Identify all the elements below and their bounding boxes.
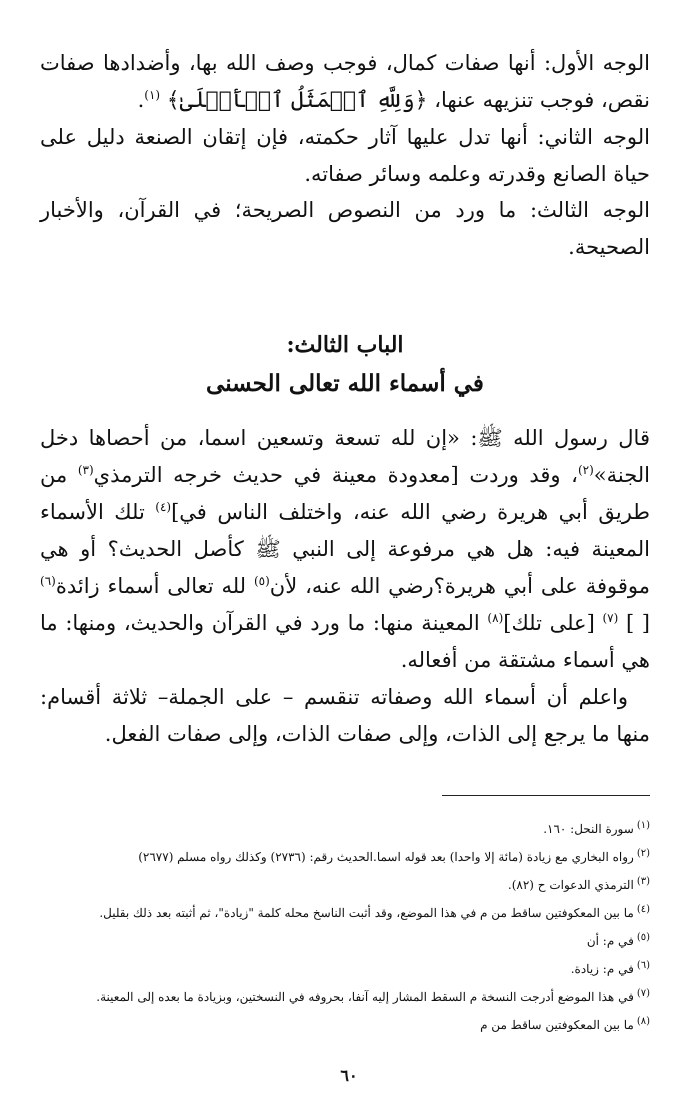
footnote-ref[interactable]: (٨) — [487, 611, 504, 625]
paragraph-hadith — [40, 420, 650, 679]
footnote-ref[interactable]: (٣) — [77, 463, 94, 477]
footnote-item — [40, 1011, 650, 1039]
footnote-ref[interactable]: (٤) — [155, 500, 172, 514]
footnote-item — [40, 955, 650, 983]
footnote-ref[interactable]: (٥) — [253, 574, 270, 588]
footnote-text: رواه البخاري مع زيادة (مائة إلا واحدا) بعد قوله اسما.الحديث رقم: (٢٧٣٦) وكذلك رواه مسلم (٢٦٧٧) — [138, 850, 634, 864]
footnote-number: (٨) — [636, 1016, 650, 1027]
footnote-divider — [442, 795, 650, 796]
quran-verse: ﴿وَلِلَّهِ ٱلۡمَثَلُ ٱلۡأَعۡلَىٰ﴾ — [166, 87, 428, 113]
footnote-item — [40, 815, 650, 843]
footnote-text: ما بين المعكوفتين ساقط من م — [480, 1018, 634, 1032]
footnote-text: في هذا الموضع أدرجت النسخة م السقط المشار إليه آنفا، بحروفه في النسختين، وبزيادة ما بعده إلى المعينة. — [96, 990, 634, 1004]
paragraph-text: [ ] — [618, 611, 650, 635]
paragraph-second-reason: الوجه الثاني: أنها تدل عليها آثار حكمته، فإن إتقان الصنعة دليل على حياة الصانع وقدرته وعلمه وسائر صفاته. — [40, 125, 650, 186]
paragraph-first-reason — [40, 45, 650, 119]
footnote-item — [40, 983, 650, 1011]
paragraph-text: ، وقد وردت [معدودة معينة في حديث خرجه الترمذي — [93, 463, 578, 487]
footnote-text: في م: زيادة. — [570, 962, 634, 976]
footnote-number: (١) — [636, 820, 650, 831]
paragraph-text: الوجه الأول: أنها صفات كمال، فوجب وصف الله بها، وأضدادها صفات نقص، فوجب تنزيهه عنها، — [40, 51, 650, 112]
footnote-number: (٣) — [636, 876, 650, 887]
footnote-ref[interactable]: (٢) — [577, 463, 594, 477]
footnote-item — [40, 871, 650, 899]
footnote-item — [40, 899, 650, 927]
page-number: ٦٠ — [340, 1066, 358, 1085]
paragraph-text: قال رسول الله ﷺ: «إن لله تسعة وتسعين اسما، من أحصاها دخل الجنة» — [40, 426, 650, 487]
footnote-text: الترمذي الدعوات ح (٨٢). — [507, 878, 634, 892]
footnotes — [40, 815, 650, 1039]
chapter-number: الباب الثالث: — [286, 332, 404, 358]
footnote-ref[interactable]: (٧) — [602, 611, 619, 625]
footnote-item — [40, 843, 650, 871]
footnote-text: ما بين المعكوفتين ساقط من م في هذا الموضع، وقد أثبت الناسخ محله كلمة "زيادة"، ثم أثبته بعد ذلك بقليل. — [99, 906, 634, 920]
paragraph-text: تلك الأسماء المعينة فيه: هل هي مرفوعة إلى النبي ﷺ كأصل الحديث؟ أو هي موقوفة على أبي هريرة؟رضي الله عنه، لأن — [40, 500, 651, 598]
footnote-ref[interactable]: (٦) — [40, 574, 56, 588]
footnote-number: (٤) — [636, 904, 650, 915]
body-text-top — [40, 45, 650, 265]
footnote-number: (٧) — [636, 988, 650, 999]
footnote-item — [40, 927, 650, 955]
footnote-number: (٦) — [636, 960, 650, 971]
paragraph-divisions: واعلم أن أسماء الله وصفاته تنقسم – على الجملة– ثلاثة أقسام: منها ما يرجع إلى الذات، وإلى صفات الذات، وإلى صفات الفعل. — [40, 685, 650, 746]
footnote-text: في م: أن — [586, 934, 634, 948]
chapter-title: في أسماء الله تعالى الحسنى — [206, 370, 484, 397]
footnote-number: (٥) — [636, 932, 650, 943]
paragraph-third-reason: الوجه الثالث: ما ورد من النصوص الصريحة؛ في القرآن، والأخبار الصحيحة. — [40, 198, 650, 259]
paragraph-text: من طريق أبي هريرة رضي الله عنه، واختلف الناس في] — [40, 463, 650, 524]
paragraph-text: . — [137, 87, 145, 112]
footnote-ref[interactable]: (١) — [144, 87, 161, 102]
paragraph-text: [على تلك] — [503, 611, 603, 635]
paragraph-text: المعينة منها: ما ورد في القرآن والحديث، ومنها: ما هي أسماء مشتقة من أفعاله. — [40, 611, 650, 672]
footnote-number: (٢) — [636, 848, 650, 859]
body-text-bottom — [40, 420, 650, 753]
paragraph-text: لله تعالى أسماء زائدة — [55, 574, 254, 598]
footnote-text: سورة النحل: ١٦٠. — [543, 822, 634, 836]
